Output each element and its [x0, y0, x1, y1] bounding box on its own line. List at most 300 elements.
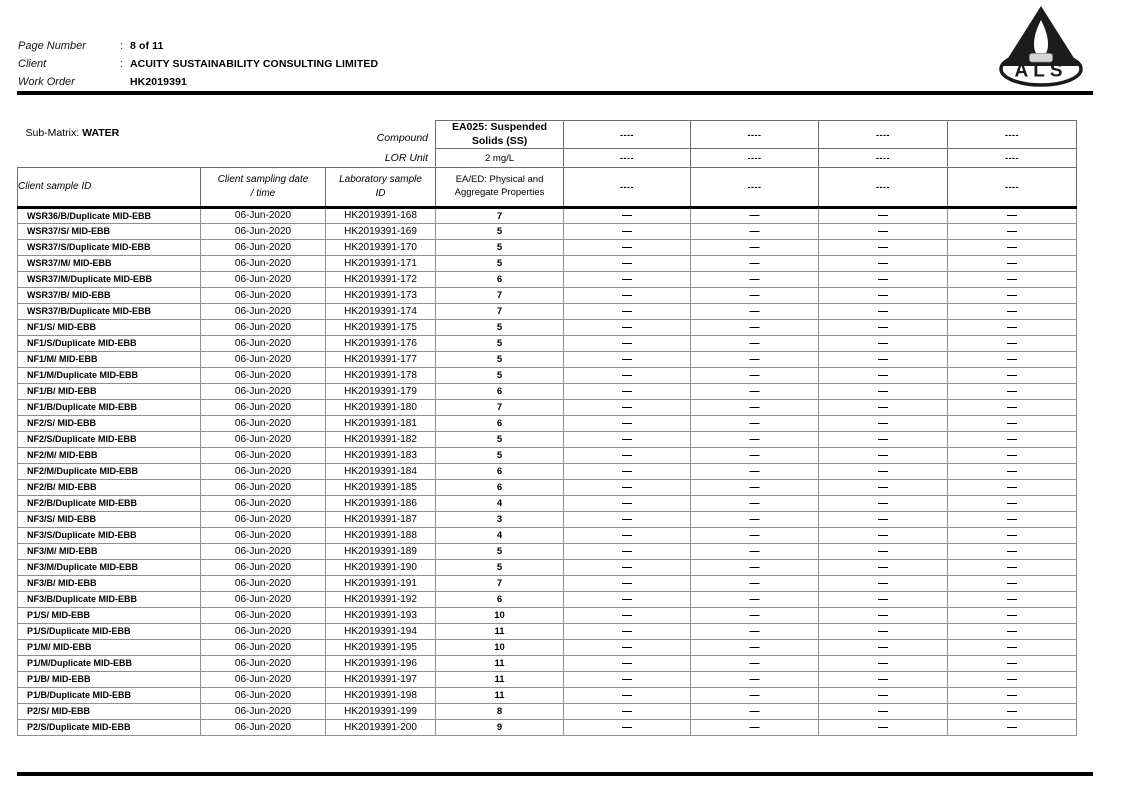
table-row [18, 464, 1077, 480]
sampling-date-header [201, 168, 326, 208]
empty-result-cell: — [819, 720, 948, 736]
client-sample-id-cell: WSR37/M/Duplicate MID-EBB [18, 272, 201, 288]
empty-compound-cell: ---- [819, 121, 948, 149]
sampling-date-cell: 06-Jun-2020 [201, 512, 326, 528]
empty-result-cell: — [691, 416, 819, 432]
sampling-date-cell: 06-Jun-2020 [201, 224, 326, 240]
empty-result-cell: — [948, 576, 1077, 592]
table-row [18, 576, 1077, 592]
compound-band [18, 121, 1077, 149]
empty-result-cell: — [819, 528, 948, 544]
result-value-cell: 5 [436, 320, 564, 336]
client-sample-id-cell: WSR37/S/Duplicate MID-EBB [18, 240, 201, 256]
table-row [18, 560, 1077, 576]
empty-result-cell: — [819, 336, 948, 352]
empty-result-cell: — [819, 704, 948, 720]
empty-result-cell: — [819, 208, 948, 224]
table-row [18, 704, 1077, 720]
table-row [18, 352, 1077, 368]
empty-result-cell: — [691, 704, 819, 720]
results-table [17, 120, 1077, 736]
sub-matrix [26, 127, 120, 139]
empty-result-cell: — [564, 656, 691, 672]
table-row [18, 224, 1077, 240]
lor-unit-axis-label: LOR Unit [384, 152, 429, 165]
lab-sample-id-cell: HK2019391-176 [326, 336, 436, 352]
empty-result-cell: — [691, 624, 819, 640]
result-value-cell: 10 [436, 640, 564, 656]
lab-sample-id-cell: HK2019391-184 [326, 464, 436, 480]
empty-result-cell: — [948, 608, 1077, 624]
client-sample-id-cell: NF3/M/Duplicate MID-EBB [18, 560, 201, 576]
lab-sample-id-cell: HK2019391-182 [326, 432, 436, 448]
empty-result-cell: — [691, 400, 819, 416]
empty-result-cell: — [691, 544, 819, 560]
empty-result-cell: — [564, 624, 691, 640]
client-sample-id-cell: NF2/B/Duplicate MID-EBB [18, 496, 201, 512]
empty-result-cell: — [819, 608, 948, 624]
empty-result-cell: — [564, 464, 691, 480]
als-logo [990, 5, 1092, 89]
empty-result-cell: — [691, 320, 819, 336]
table-row [18, 672, 1077, 688]
empty-result-cell: — [564, 688, 691, 704]
empty-result-cell: — [564, 272, 691, 288]
lab-sample-id-header [326, 168, 436, 208]
empty-result-cell: — [691, 368, 819, 384]
result-value-cell: 6 [436, 592, 564, 608]
empty-result-cell: — [691, 688, 819, 704]
client-sample-id-cell: WSR37/B/ MID-EBB [18, 288, 201, 304]
field-separator: : [120, 40, 124, 52]
field-label: Page Number [18, 40, 86, 52]
empty-method-cell: ---- [948, 168, 1077, 208]
empty-result-cell: — [691, 656, 819, 672]
client-sample-id-cell: WSR37/M/ MID-EBB [18, 256, 201, 272]
empty-result-cell: — [819, 352, 948, 368]
empty-result-cell: — [564, 608, 691, 624]
empty-compound-cell: ---- [948, 121, 1077, 149]
empty-result-cell: — [948, 256, 1077, 272]
empty-result-cell: — [948, 224, 1077, 240]
sampling-date-cell: 06-Jun-2020 [201, 688, 326, 704]
table-row [18, 432, 1077, 448]
result-value-cell: 11 [436, 656, 564, 672]
empty-result-cell: — [564, 512, 691, 528]
lab-sample-id-cell: HK2019391-185 [326, 480, 436, 496]
client-sample-id-cell: P1/S/ MID-EBB [18, 608, 201, 624]
client-sample-id-cell: NF3/B/Duplicate MID-EBB [18, 592, 201, 608]
client-sample-id-cell: NF2/M/ MID-EBB [18, 448, 201, 464]
lab-sample-id-header-line2: ID [375, 188, 386, 200]
empty-result-cell: — [948, 512, 1077, 528]
empty-result-cell: — [564, 224, 691, 240]
results-table-header [18, 121, 1077, 208]
empty-result-cell: — [564, 592, 691, 608]
empty-result-cell: — [819, 688, 948, 704]
empty-result-cell: — [564, 384, 691, 400]
table-row [18, 640, 1077, 656]
empty-result-cell: — [948, 384, 1077, 400]
empty-result-cell: — [819, 384, 948, 400]
client-sample-id-cell: P1/M/ MID-EBB [18, 640, 201, 656]
lab-sample-id-cell: HK2019391-178 [326, 368, 436, 384]
empty-result-cell: — [691, 432, 819, 448]
empty-result-cell: — [948, 288, 1077, 304]
sampling-date-cell: 06-Jun-2020 [201, 384, 326, 400]
sampling-date-cell: 06-Jun-2020 [201, 544, 326, 560]
results-table-body [18, 208, 1077, 736]
sampling-date-cell: 06-Jun-2020 [201, 720, 326, 736]
sampling-date-header-line2: / time [250, 188, 276, 200]
empty-result-cell: — [691, 256, 819, 272]
empty-result-cell: — [948, 656, 1077, 672]
sub-matrix-value: WATER [82, 126, 120, 139]
table-row [18, 448, 1077, 464]
client-sample-id-cell: NF2/S/Duplicate MID-EBB [18, 432, 201, 448]
table-row [18, 256, 1077, 272]
result-value-cell: 5 [436, 432, 564, 448]
method-group-cell [436, 168, 564, 208]
lab-sample-id-cell: HK2019391-189 [326, 544, 436, 560]
lab-sample-id-cell: HK2019391-197 [326, 672, 436, 688]
lab-sample-id-cell: HK2019391-190 [326, 560, 436, 576]
sampling-date-cell: 06-Jun-2020 [201, 624, 326, 640]
client-row [18, 58, 378, 76]
result-value-cell: 7 [436, 400, 564, 416]
table-row [18, 288, 1077, 304]
empty-result-cell: — [819, 560, 948, 576]
sampling-date-cell: 06-Jun-2020 [201, 560, 326, 576]
result-value-cell: 6 [436, 416, 564, 432]
empty-result-cell: — [691, 672, 819, 688]
empty-result-cell: — [948, 672, 1077, 688]
client-sample-id-cell: NF1/S/Duplicate MID-EBB [18, 336, 201, 352]
empty-result-cell: — [564, 256, 691, 272]
sampling-date-cell: 06-Jun-2020 [201, 640, 326, 656]
lab-sample-id-cell: HK2019391-171 [326, 256, 436, 272]
result-value-cell: 9 [436, 720, 564, 736]
empty-result-cell: — [819, 224, 948, 240]
als-logo-text: ALS [1014, 60, 1068, 82]
table-row [18, 272, 1077, 288]
table-row [18, 368, 1077, 384]
table-row [18, 592, 1077, 608]
field-label: Work Order [18, 76, 75, 88]
sampling-date-cell: 06-Jun-2020 [201, 368, 326, 384]
sampling-date-cell: 06-Jun-2020 [201, 496, 326, 512]
field-value: HK2019391 [130, 76, 187, 88]
result-value-cell: 5 [436, 448, 564, 464]
empty-result-cell: — [819, 256, 948, 272]
method-line1: EA/ED: Physical and [455, 174, 544, 186]
empty-result-cell: — [948, 560, 1077, 576]
sampling-date-cell: 06-Jun-2020 [201, 656, 326, 672]
sampling-date-cell: 06-Jun-2020 [201, 704, 326, 720]
empty-result-cell: — [564, 560, 691, 576]
empty-result-cell: — [691, 480, 819, 496]
client-sample-id-cell: WSR36/B/Duplicate MID-EBB [18, 208, 201, 224]
empty-result-cell: — [564, 400, 691, 416]
client-sample-id-cell: WSR37/B/Duplicate MID-EBB [18, 304, 201, 320]
result-value-cell: 11 [436, 672, 564, 688]
empty-lor-cell: ---- [819, 149, 948, 168]
empty-result-cell: — [948, 720, 1077, 736]
lab-sample-id-cell: HK2019391-183 [326, 448, 436, 464]
lab-sample-id-cell: HK2019391-169 [326, 224, 436, 240]
table-row [18, 512, 1077, 528]
sampling-date-header-line1: Client sampling date [217, 173, 309, 185]
compound-title-line2: Solids (SS) [471, 134, 528, 147]
empty-result-cell: — [819, 320, 948, 336]
empty-result-cell: — [691, 720, 819, 736]
field-value: 8 of 11 [130, 40, 164, 52]
sampling-date-cell: 06-Jun-2020 [201, 256, 326, 272]
empty-method-cell: ---- [691, 168, 819, 208]
result-value-cell: 5 [436, 560, 564, 576]
result-value-cell: 11 [436, 624, 564, 640]
empty-result-cell: — [819, 480, 948, 496]
sampling-date-cell: 06-Jun-2020 [201, 336, 326, 352]
empty-result-cell: — [948, 688, 1077, 704]
lab-sample-id-cell: HK2019391-179 [326, 384, 436, 400]
empty-result-cell: — [691, 288, 819, 304]
empty-result-cell: — [691, 528, 819, 544]
table-row [18, 336, 1077, 352]
empty-result-cell: — [691, 448, 819, 464]
empty-result-cell: — [948, 240, 1077, 256]
page-header [18, 40, 378, 94]
empty-result-cell: — [819, 432, 948, 448]
empty-result-cell: — [948, 352, 1077, 368]
lab-sample-id-cell: HK2019391-199 [326, 704, 436, 720]
empty-result-cell: — [564, 368, 691, 384]
result-value-cell: 11 [436, 688, 564, 704]
client-sample-id-cell: P1/M/Duplicate MID-EBB [18, 656, 201, 672]
empty-result-cell: — [691, 384, 819, 400]
empty-result-cell: — [819, 240, 948, 256]
empty-result-cell: — [948, 400, 1077, 416]
result-value-cell: 10 [436, 608, 564, 624]
table-row [18, 720, 1077, 736]
lab-sample-id-cell: HK2019391-200 [326, 720, 436, 736]
result-value-cell: 7 [436, 304, 564, 320]
empty-compound-cell: ---- [564, 121, 691, 149]
empty-method-cell: ---- [564, 168, 691, 208]
empty-result-cell: — [819, 544, 948, 560]
lab-sample-id-cell: HK2019391-168 [326, 208, 436, 224]
result-value-cell: 7 [436, 576, 564, 592]
client-sample-id-cell: NF3/M/ MID-EBB [18, 544, 201, 560]
sampling-date-cell: 06-Jun-2020 [201, 480, 326, 496]
empty-result-cell: — [948, 704, 1077, 720]
compound-axis-label: Compound [376, 131, 429, 144]
footer-rule [17, 772, 1093, 776]
table-row [18, 400, 1077, 416]
empty-result-cell: — [819, 272, 948, 288]
empty-result-cell: — [564, 240, 691, 256]
sampling-date-cell: 06-Jun-2020 [201, 400, 326, 416]
result-value-cell: 6 [436, 480, 564, 496]
empty-result-cell: — [564, 720, 691, 736]
empty-result-cell: — [564, 496, 691, 512]
lab-sample-id-cell: HK2019391-193 [326, 608, 436, 624]
table-row [18, 544, 1077, 560]
sub-matrix-label: Sub-Matrix: [25, 126, 80, 139]
table-row [18, 624, 1077, 640]
lab-sample-id-cell: HK2019391-186 [326, 496, 436, 512]
field-value: ACUITY SUSTAINABILITY CONSULTING LIMITED [130, 58, 379, 70]
result-value-cell: 5 [436, 368, 564, 384]
result-value-cell: 5 [436, 256, 564, 272]
sampling-date-cell: 06-Jun-2020 [201, 304, 326, 320]
client-sample-id-cell: P1/B/Duplicate MID-EBB [18, 688, 201, 704]
lab-sample-id-cell: HK2019391-180 [326, 400, 436, 416]
empty-result-cell: — [948, 368, 1077, 384]
result-value-cell: 6 [436, 384, 564, 400]
empty-result-cell: — [819, 592, 948, 608]
empty-result-cell: — [564, 528, 691, 544]
empty-result-cell: — [819, 496, 948, 512]
empty-result-cell: — [948, 416, 1077, 432]
compound-title-cell [436, 121, 564, 149]
empty-result-cell: — [948, 480, 1077, 496]
empty-result-cell: — [819, 624, 948, 640]
result-value-cell: 5 [436, 336, 564, 352]
table-row [18, 240, 1077, 256]
empty-result-cell: — [564, 448, 691, 464]
sampling-date-cell: 06-Jun-2020 [201, 576, 326, 592]
empty-result-cell: — [948, 208, 1077, 224]
lab-sample-id-cell: HK2019391-170 [326, 240, 436, 256]
empty-result-cell: — [948, 336, 1077, 352]
sampling-date-cell: 06-Jun-2020 [201, 272, 326, 288]
lab-sample-id-cell: HK2019391-177 [326, 352, 436, 368]
table-row [18, 416, 1077, 432]
empty-result-cell: — [564, 288, 691, 304]
lab-sample-id-cell: HK2019391-196 [326, 656, 436, 672]
method-line2: Aggregate Properties [454, 187, 545, 199]
empty-result-cell: — [948, 624, 1077, 640]
empty-lor-cell: ---- [948, 149, 1077, 168]
empty-result-cell: — [691, 336, 819, 352]
lab-sample-id-cell: HK2019391-191 [326, 576, 436, 592]
client-sample-id-cell: P2/S/ MID-EBB [18, 704, 201, 720]
lab-sample-id-cell: HK2019391-187 [326, 512, 436, 528]
client-sample-id-cell: NF3/B/ MID-EBB [18, 576, 201, 592]
sampling-date-cell: 06-Jun-2020 [201, 352, 326, 368]
sampling-date-cell: 06-Jun-2020 [201, 416, 326, 432]
empty-result-cell: — [819, 448, 948, 464]
empty-result-cell: — [948, 528, 1077, 544]
empty-result-cell: — [564, 544, 691, 560]
table-row [18, 608, 1077, 624]
sampling-date-cell: 06-Jun-2020 [201, 432, 326, 448]
lab-sample-id-cell: HK2019391-198 [326, 688, 436, 704]
empty-result-cell: — [819, 416, 948, 432]
lab-sample-id-cell: HK2019391-174 [326, 304, 436, 320]
client-sample-id-cell: NF2/B/ MID-EBB [18, 480, 201, 496]
sampling-date-cell: 06-Jun-2020 [201, 672, 326, 688]
lab-sample-id-cell: HK2019391-192 [326, 592, 436, 608]
empty-result-cell: — [564, 432, 691, 448]
client-sample-id-cell: NF1/B/Duplicate MID-EBB [18, 400, 201, 416]
page-number-row [18, 40, 378, 58]
result-value-cell: 5 [436, 240, 564, 256]
client-sample-id-cell: P1/S/Duplicate MID-EBB [18, 624, 201, 640]
empty-result-cell: — [819, 512, 948, 528]
empty-result-cell: — [948, 304, 1077, 320]
empty-result-cell: — [691, 640, 819, 656]
empty-result-cell: — [564, 352, 691, 368]
empty-result-cell: — [564, 672, 691, 688]
empty-result-cell: — [948, 320, 1077, 336]
result-value-cell: 4 [436, 496, 564, 512]
empty-result-cell: — [948, 496, 1077, 512]
empty-result-cell: — [564, 704, 691, 720]
sampling-date-cell: 06-Jun-2020 [201, 240, 326, 256]
empty-result-cell: — [564, 640, 691, 656]
result-value-cell: 3 [436, 512, 564, 528]
empty-lor-cell: ---- [691, 149, 819, 168]
client-sample-id-header: Client sample ID [18, 168, 201, 208]
empty-result-cell: — [691, 272, 819, 288]
empty-result-cell: — [948, 464, 1077, 480]
result-value-cell: 7 [436, 208, 564, 224]
result-value-cell: 4 [436, 528, 564, 544]
empty-result-cell: — [691, 608, 819, 624]
empty-result-cell: — [564, 208, 691, 224]
empty-method-cell: ---- [819, 168, 948, 208]
empty-result-cell: — [564, 304, 691, 320]
lab-sample-id-cell: HK2019391-194 [326, 624, 436, 640]
lor-unit-cell: 2 mg/L [436, 149, 564, 168]
empty-result-cell: — [691, 240, 819, 256]
empty-result-cell: — [691, 576, 819, 592]
sampling-date-cell: 06-Jun-2020 [201, 464, 326, 480]
empty-result-cell: — [564, 576, 691, 592]
client-sample-id-cell: NF3/S/ MID-EBB [18, 512, 201, 528]
lab-sample-id-cell: HK2019391-195 [326, 640, 436, 656]
lab-sample-id-cell: HK2019391-175 [326, 320, 436, 336]
client-sample-id-cell: NF2/M/Duplicate MID-EBB [18, 464, 201, 480]
empty-result-cell: — [948, 272, 1077, 288]
table-row [18, 208, 1077, 224]
result-value-cell: 6 [436, 272, 564, 288]
empty-result-cell: — [819, 400, 948, 416]
empty-result-cell: — [948, 448, 1077, 464]
sampling-date-cell: 06-Jun-2020 [201, 288, 326, 304]
lab-sample-id-cell: HK2019391-172 [326, 272, 436, 288]
empty-result-cell: — [948, 432, 1077, 448]
client-sample-id-cell: NF1/S/ MID-EBB [18, 320, 201, 336]
client-sample-id-cell: NF2/S/ MID-EBB [18, 416, 201, 432]
empty-result-cell: — [819, 656, 948, 672]
column-header-band [18, 168, 1077, 208]
empty-result-cell: — [564, 480, 691, 496]
table-row [18, 384, 1077, 400]
empty-result-cell: — [691, 208, 819, 224]
field-label: Client [18, 58, 47, 70]
empty-result-cell: — [691, 512, 819, 528]
empty-result-cell: — [691, 224, 819, 240]
empty-result-cell: — [691, 496, 819, 512]
table-row [18, 496, 1077, 512]
result-value-cell: 7 [436, 288, 564, 304]
header-rule [17, 91, 1093, 95]
table-row [18, 304, 1077, 320]
table-row [18, 480, 1077, 496]
